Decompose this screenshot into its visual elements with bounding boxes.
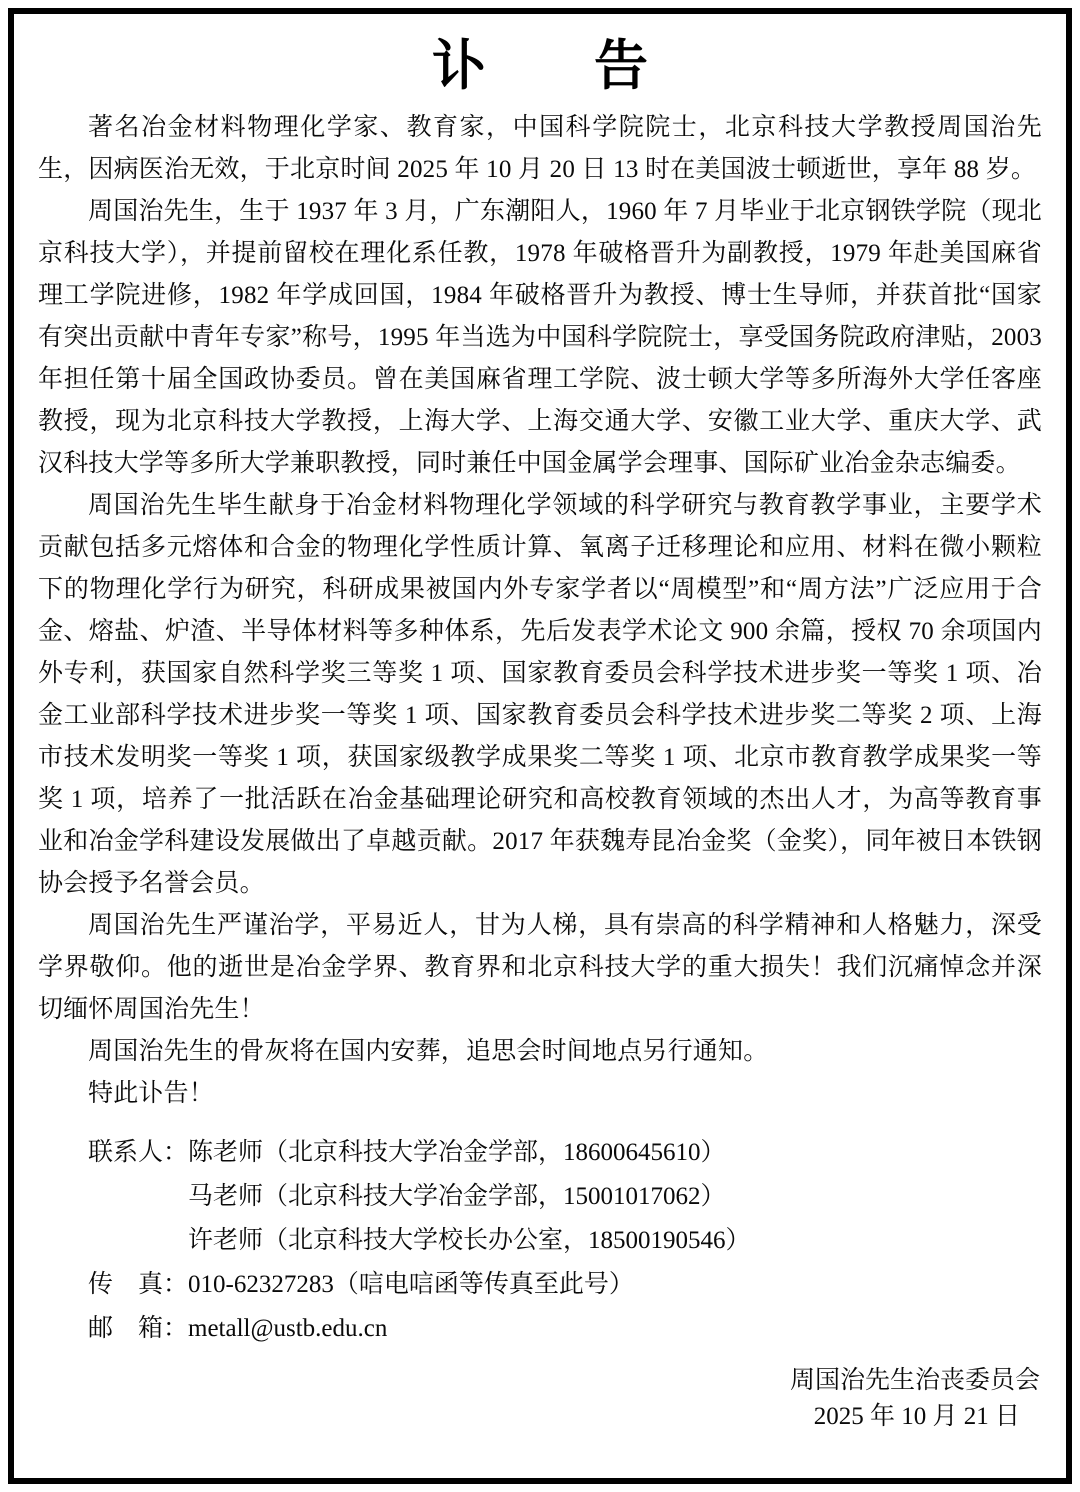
email-address: metall@ustb.edu.cn bbox=[188, 1315, 388, 1342]
paragraph-tribute: 周国治先生严谨治学，平易近人，甘为人梯，具有崇高的科学精神和人格魅力，深受学界敬仰。他的逝世是冶金学界、教育界和北京科技大学的重大损失！我们沉痛悼念并深切缅怀周国治先生！ bbox=[38, 912, 1042, 1023]
contact-block bbox=[88, 1131, 1042, 1351]
contact-row-person-1 bbox=[88, 1131, 1042, 1175]
email-label: 邮 箱： bbox=[88, 1315, 189, 1342]
contact-row-email bbox=[88, 1307, 1042, 1351]
contact-person-3: 许老师（北京科技大学校长办公室，18500190546） bbox=[188, 1227, 751, 1254]
paragraph-death-announcement: 著名冶金材料物理化学家、教育家，中国科学院院士，北京科技大学教授周国治先生，因病医治无效，于北京时间 2025 年 10 月 20 日 13 时在美国波士顿逝世，享年 88 岁。 bbox=[38, 114, 1042, 183]
paragraph-burial-notice: 周国治先生的骨灰将在国内安葬，追思会时间地点另行通知。 bbox=[88, 1038, 769, 1065]
paragraph-biography: 周国治先生，生于 1937 年 3 月，广东潮阳人，1960 年 7 月毕业于北京钢铁学院（现北京科技大学），并提前留校在理化系任教，1978 年破格晋升为副教授，1979 年赴美国麻省理工学院进修，1982 年学成回国，1984 年破格晋升为教授、博士生导师，并获首批“国家有突出贡献中青年专家”称号，1995 年当选为中国科学院院士，享受国务院政府津贴，2003 年担任第十届全国政协委员。曾在美国麻省理工学院、波士顿大学等多所海外大学任客座教授，现为北京科技大学教授，上海大学、上海交通大学、安徽工业大学、重庆大学、武汉科技大学等多所大学兼职教授，同时兼任中国金属学会理事、国际矿业冶金杂志编委。 bbox=[38, 198, 1042, 477]
paragraph-achievements: 周国治先生毕生献身于冶金材料物理化学领域的科学研究与教育教学事业，主要学术贡献包括多元熔体和合金的物理化学性质计算、氧离子迁移理论和应用、材料在微小颗粒下的物理化学行为研究，科研成果被国内外专家学者以“周模型”和“周方法”广泛应用于合金、熔盐、炉渣、半导体材料等多种体系，先后发表学术论文 900 余篇，授权 70 余项国内外专利，获国家自然科学奖三等奖 1 项、国家教育委员会科学技术进步奖一等奖 1 项、冶金工业部科学技术进步奖一等奖 1 项、国家教育委员会科学技术进步奖二等奖 2 项、上海市技术发明奖一等奖 1 项，获国家级教学成果奖二等奖 1 项、北京市教育教学成果奖一等奖 1 项，培养了一批活跃在冶金基础理论研究和高校教育领域的杰出人才，为高等教育事业和冶金学科建设发展做出了卓越贡献。2017 年获魏寿昆冶金奖（金奖），同年被日本铁钢协会授予名誉会员。 bbox=[38, 492, 1042, 897]
contact-row-fax bbox=[88, 1263, 1042, 1307]
contact-person-1: 陈老师（北京科技大学冶金学部，18600645610） bbox=[188, 1139, 726, 1166]
contact-label: 联系人： bbox=[88, 1139, 189, 1166]
committee-name: 周国治先生治丧委员会 bbox=[789, 1367, 1040, 1394]
paragraph-closing: 特此讣告！ bbox=[88, 1080, 215, 1107]
contact-person-2: 马老师（北京科技大学冶金学部，15001017062） bbox=[188, 1183, 726, 1210]
contact-row-person-2 bbox=[88, 1175, 1042, 1219]
page-border-frame bbox=[8, 8, 1072, 1484]
notice-body bbox=[38, 107, 1042, 1115]
fax-number: 010-62327283（唁电唁函等传真至此号） bbox=[188, 1271, 634, 1298]
notice-title: 讣 告 bbox=[432, 36, 648, 96]
signature-block bbox=[38, 1363, 1042, 1435]
fax-label: 传 真： bbox=[88, 1271, 189, 1298]
contact-row-person-3 bbox=[88, 1219, 1042, 1263]
signature-date: 2025 年 10 月 21 日 bbox=[813, 1403, 1020, 1430]
